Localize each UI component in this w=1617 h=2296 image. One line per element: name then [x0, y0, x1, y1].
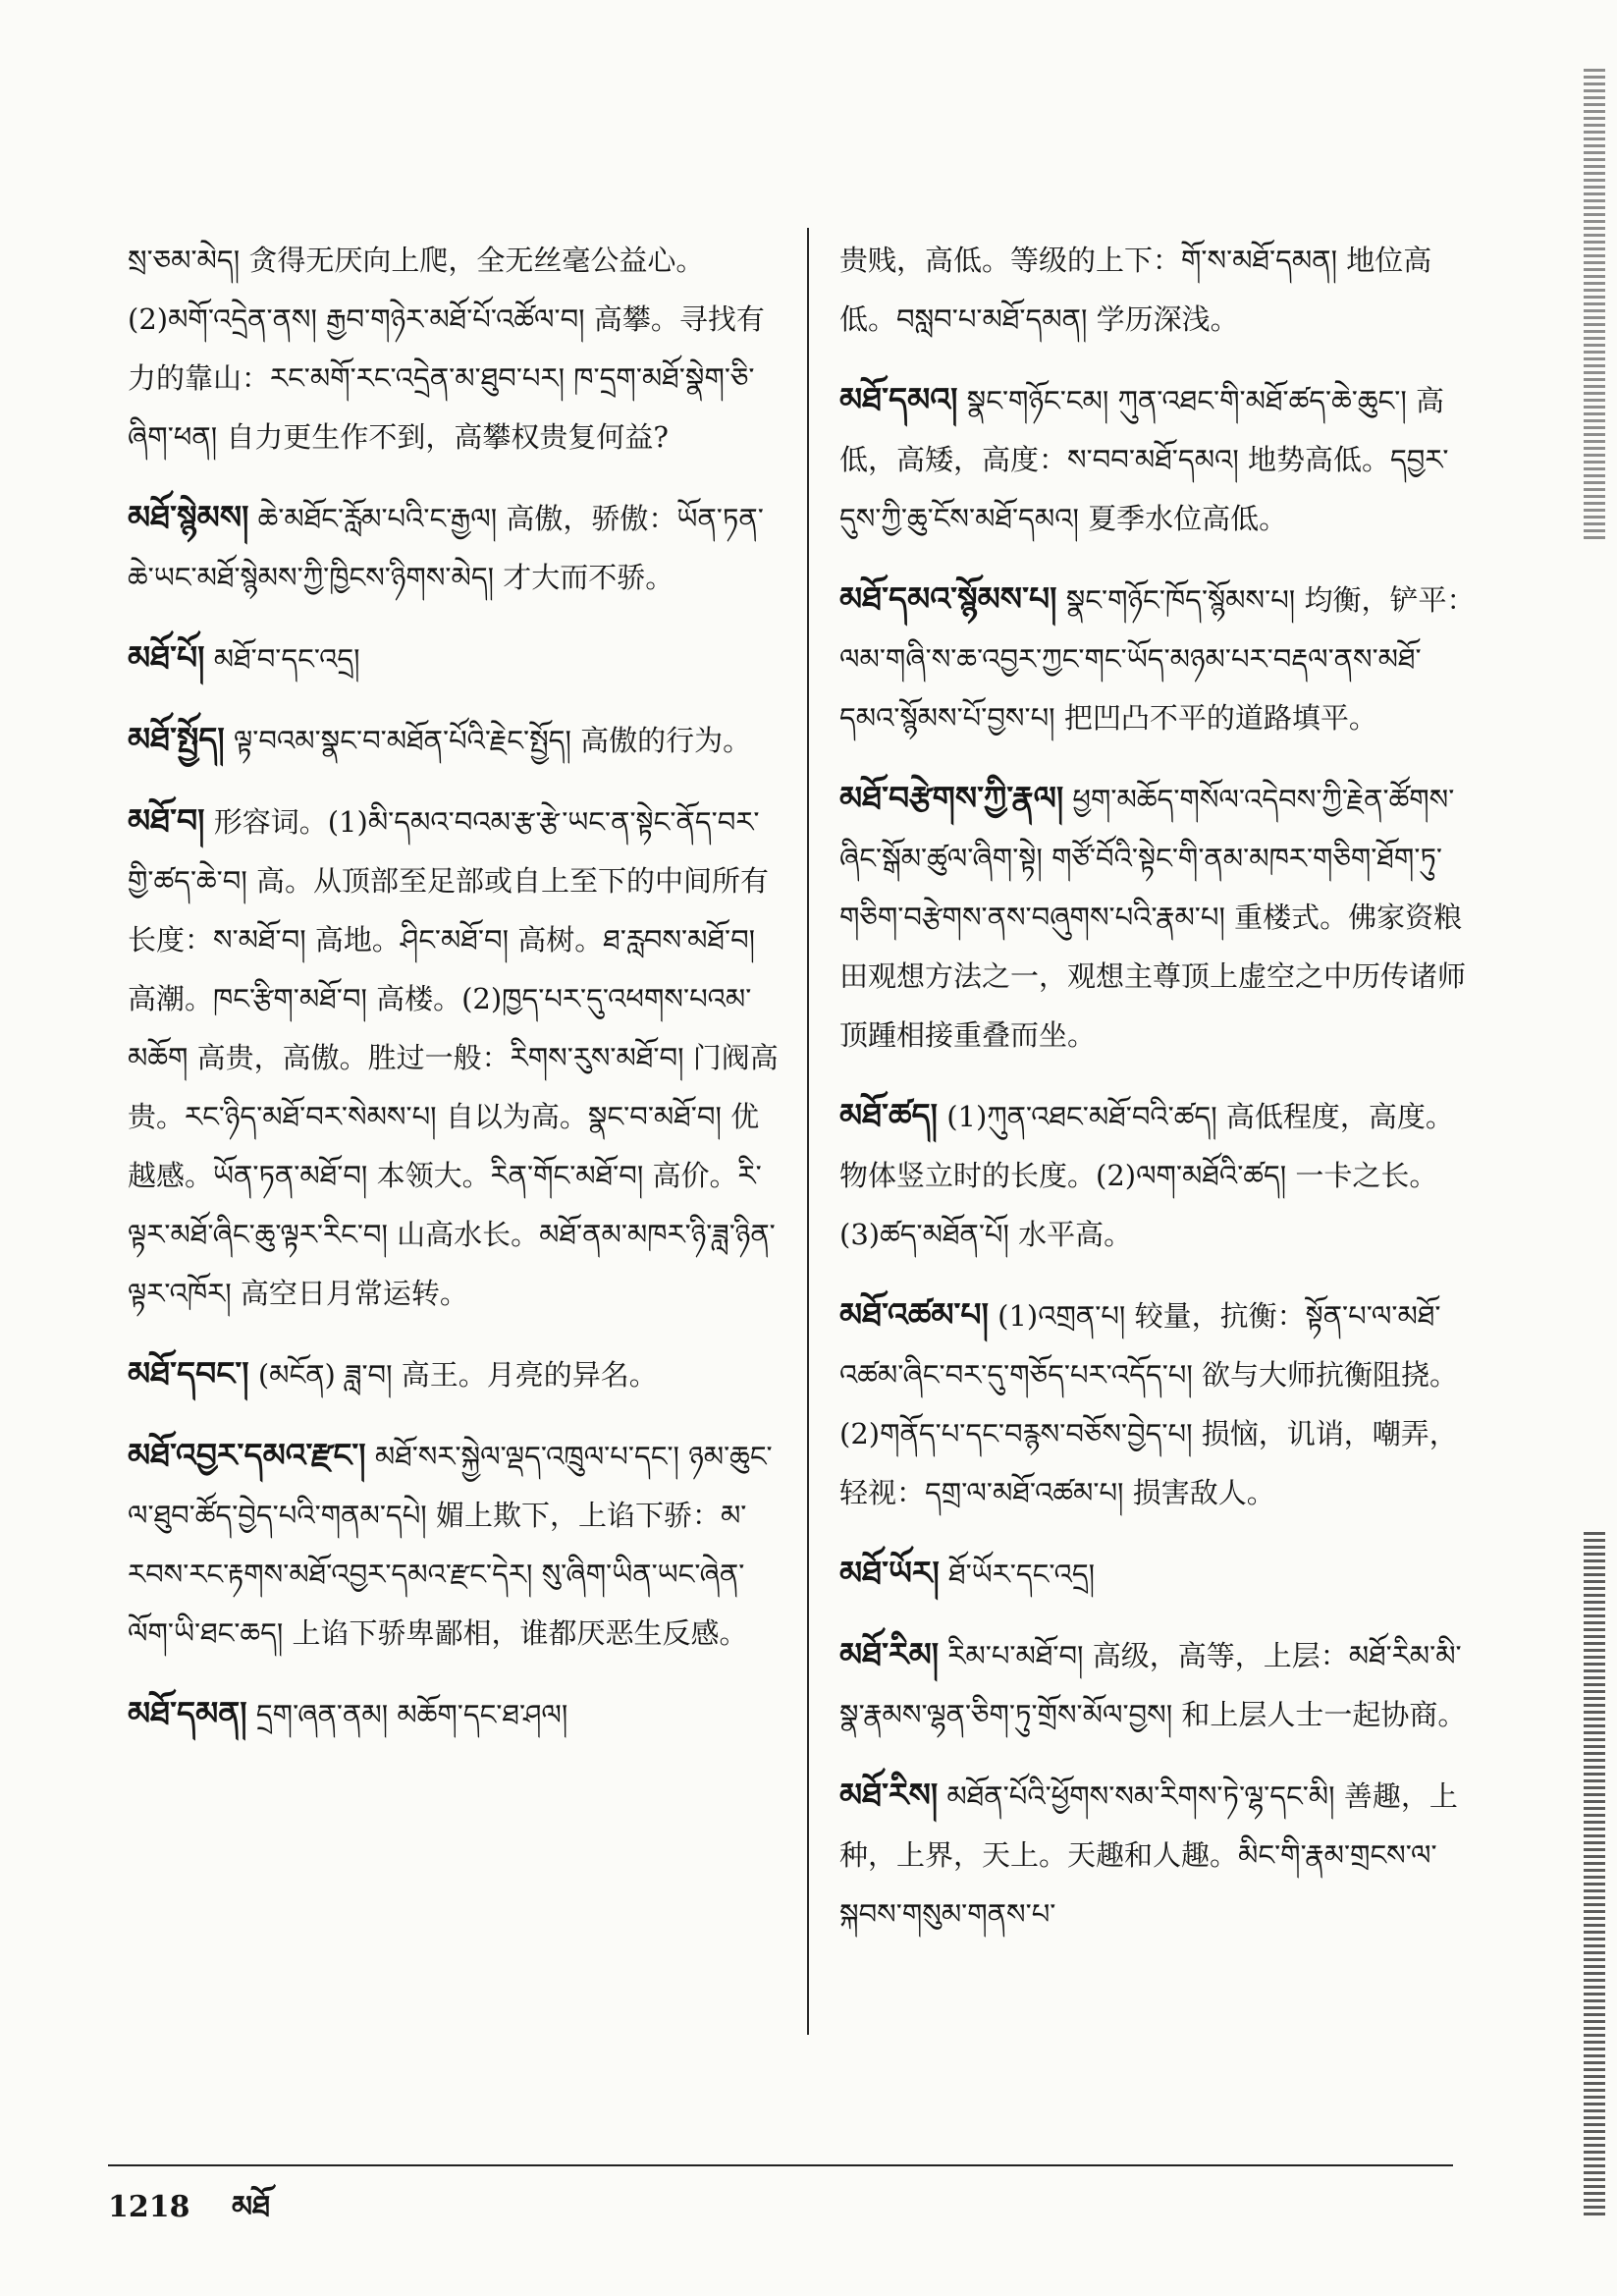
entry-headword: མཐོ་འབྱར་དམའ་རྫང་། [128, 1436, 366, 1474]
dictionary-entry [128, 629, 783, 688]
dictionary-entry [839, 1086, 1478, 1264]
entry-headword: མཐོ་རིས། [839, 1776, 939, 1814]
dictionary-entry [128, 1344, 783, 1404]
entry-definition: ཐོ་ཡོར་དང་འདྲ། [948, 1558, 1096, 1591]
entry-definition: སྲ་ཅམ་མེད། 贪得无厌向上爬，全无丝毫公益心。(2)མགོ་འདྲེན་ནས། རྒྱབ་གཉེར་མཐོ་པོ་འཚོལ་བ། 高攀。寻找有力的靠山：རང་མགོ་རང་འདྲེན་མ་ཐུབ་པར། ཁ་དྲག་མཐོ་སྣེག་ཅི་ཞིག་ཕན། 自力更生作不到，高攀权贵复何益? [128, 244, 765, 454]
entry-headword: མཐོ་བརྩེགས་ཀྱི་རྣལ། [839, 779, 1064, 817]
dictionary-entry [839, 1544, 1478, 1604]
scan-edge-marks [1584, 1532, 1605, 2219]
entry-definition: (མངོན) ཟླ་བ། 高王。月亮的异名。 [257, 1358, 658, 1392]
entry-definition: ཆེ་མཐོང་རློམ་པའི་ང་རྒྱལ། 高傲，骄傲：ཡོན་ཏན་ཆེ་ཡང་མཐོ་སྙེམས་ཀྱི་ཁྱིངས་ཉིགས་མེད། 才大而不骄。 [128, 502, 764, 594]
dictionary-entry [839, 1285, 1478, 1522]
dictionary-entry [128, 1426, 783, 1663]
entry-definition: རིམ་པ་མཐོ་བ། 高级，高等，上层：མཐོ་རིམ་མི་སྣ་རྣམས་ལྷན་ཅིག་ཏུ་གྲོས་མོལ་བྱས། 和上层人士一起协商。 [839, 1639, 1467, 1731]
dictionary-entry [128, 1684, 783, 1744]
entry-headword: མཐོ་བ། [128, 801, 205, 840]
entry-definition: ཕྱག་མཆོད་གསོལ་འདེབས་ཀྱི་རྗེན་ཚོགས་ཞིང་སྒོམ་ཚུལ་ཞིག་སྟེ། གཙོ་བོའི་སྟེང་གི་ནམ་མཁར་གཅིག་ཐོག་ཏུ་གཅིག་བརྩེགས་ནས་བཞུགས་པའི་རྣམ་པ། 重楼式。佛家资粮田观想方法之一，观想主尊顶上虚空之中历传诸师顶踵相接重叠而坐。 [839, 783, 1467, 1052]
entry-definition: སྣང་གཉོང་ངམ། ཀུན་འཐང་གི་མཐོ་ཚད་ཆེ་ཆུང་། 高低，高矮，高度：ས་བབ་མཐོ་དམའ། 地势高低。དབྱར་དུས་ཀྱི་ཆུ་ངོས་མཐོ་དམའ། 夏季水位高低。 [839, 384, 1449, 535]
dictionary-entry [839, 570, 1478, 747]
entry-definition: སྣང་གཉོང་ཁོད་སྙོམས་པ། 均衡，铲平：ལམ་གཞི་ས་ཆ་འབྱར་ཀྱང་གང་ཡོད་མཉམ་པར་བརྡལ་ནས་མཐོ་དམའ་སྙོམས་པོ་བྱས་པ། 把凹凸不平的道路填平。 [839, 583, 1476, 735]
scan-edge-marks [1584, 69, 1605, 540]
entry-definition: དྲག་ཞན་ནམ། མཆོག་དང་ཐ་ཤལ། [255, 1698, 568, 1731]
entry-headword: མཐོ་འཚམ་པ། [839, 1295, 989, 1334]
footer-rule [108, 2164, 1453, 2166]
dictionary-entry [128, 231, 783, 466]
dictionary-entry [128, 710, 783, 770]
entry-definition: ལྟ་བའམ་སྣང་བ་མཐོན་པོའི་རྗེང་སྤྱོད། 高傲的行为。 [233, 724, 752, 757]
entry-headword: མཐོ་ཚད། [839, 1096, 938, 1134]
dictionary-entry [839, 1625, 1478, 1744]
entry-headword: མཐོ་སྤྱོད། [128, 720, 225, 758]
entry-headword: མཐོ་སྙེམས། [128, 498, 249, 536]
page-number: 1218 [108, 2190, 190, 2224]
left-column [128, 231, 783, 1766]
entry-definition: 形容词。(1)མི་དམའ་བའམ་རྩ་རྩེ་ཡང་ན་སྟེང་ནོད་བར་གྱི་ཚད་ཆེ་བ། 高。从顶部至足部或自上至下的中间所有长度：ས་མཐོ་བ། 高地。ཤིང་མཐོ་བ། 高树。ཐ་རླབས་མཐོ་བ། 高潮。ཁང་རྩིག་མཐོ་བ། 高楼。(2)ཁྱད་པར་དུ་འཕགས་པའམ་མཆོག 高贵，高傲。胜过一般：རིགས་རུས་མཐོ་བ། 门阀高贵。རང་ཉིད་མཐོ་བར་སེམས་པ། 自以为高。སྣང་བ་མཐོ་བ། 优越感。ཡོན་ཏན་མཐོ་བ། 本领大。རིན་གོང་མཐོ་བ། 高价。རི་ལྟར་མཐོ་ཞིང་ཆུ་ལྟར་རིང་བ། 山高水长。མཐོ་ནམ་མཁར་ཉི་ཟླ་ཉིན་ལྟར་འཁོར། 高空日月常运转。 [128, 805, 779, 1310]
dictionary-entry [839, 231, 1478, 349]
entry-headword: མཐོ་དབང་། [128, 1354, 249, 1393]
column-divider [807, 228, 809, 2035]
running-head: མཐོ [231, 2190, 271, 2224]
dictionary-entry [839, 1766, 1478, 1943]
entry-headword: མཐོ་དམན། [128, 1694, 247, 1732]
dictionary-entry [128, 792, 783, 1323]
entry-definition: མཐོ་བ་དང་འདྲ། [213, 642, 360, 676]
entry-headword: མཐོ་པོ། [128, 638, 205, 677]
entry-definition: 贵贱，高低。等级的上下：གོ་ས་མཐོ་དམན། 地位高低。བསླབ་པ་མཐོ་དམན། 学历深浅。 [839, 244, 1432, 336]
entry-definition: (1)ཀུན་འཐང་མཐོ་བའི་ཚད། 高低程度，高度。物体竖立时的长度。(2)ལག་མཐོའི་ཚད། 一卡之长。(3)ཚད་མཐོན་པོ། 水平高。 [839, 1100, 1454, 1251]
dictionary-entry [128, 488, 783, 607]
right-column [839, 231, 1478, 1965]
entry-headword: མཐོ་དམའ། [839, 380, 958, 418]
entry-definition: མཐོ་སར་སྐྱེལ་ལྡད་འཁྲུལ་པ་དང་། ཉམ་ཆུང་ལ་ཐུབ་ཚོད་བྱེད་པའི་གནམ་དཔེ། 媚上欺下，上谄下骄：མ་རབས་རང་རྟགས་མཐོ་འབྱར་དམའ་རྫང་དེར། སུ་ཞིག་ཡིན་ཡང་ཞེན་ལོག་ཡི་ཐང་ཆད། 上谄下骄卑鄙相，谁都厌恶生反感。 [128, 1440, 773, 1650]
entry-headword: མཐོ་ཡོར། [839, 1554, 940, 1592]
dictionary-entry [839, 769, 1478, 1065]
dictionary-entry [839, 370, 1478, 548]
entry-definition: (1)འགྲན་པ། 较量，抗衡：སྟོན་པ་ལ་མཐོ་འཚམ་ཞིང་བར་དུ་གཅོད་པར་འདོད་པ། 欲与大师抗衡阻挠。(2)གནོད་པ་དང་བརྙས་བཅོས་བྱེད་པ། 损恼，讥诮，嘲弄，轻视：དགྲ་ལ་མཐོ་འཚམ་པ། 损害敌人。 [839, 1299, 1459, 1509]
entry-definition: མཐོན་པོའི་ཕྱོགས་སམ་རིགས་ཏེ་ལྷ་དང་མི། 善趣，上种，上界，天上。天趣和人趣。མིང་གི་རྣམ་གྲངས་ལ་སྐབས་གསུམ་གནས་པ་ [839, 1779, 1458, 1931]
entry-headword: མཐོ་རིམ། [839, 1635, 940, 1673]
page-footer [108, 2174, 301, 2257]
entry-headword: མཐོ་དམའ་སྙོམས་པ། [839, 579, 1057, 618]
